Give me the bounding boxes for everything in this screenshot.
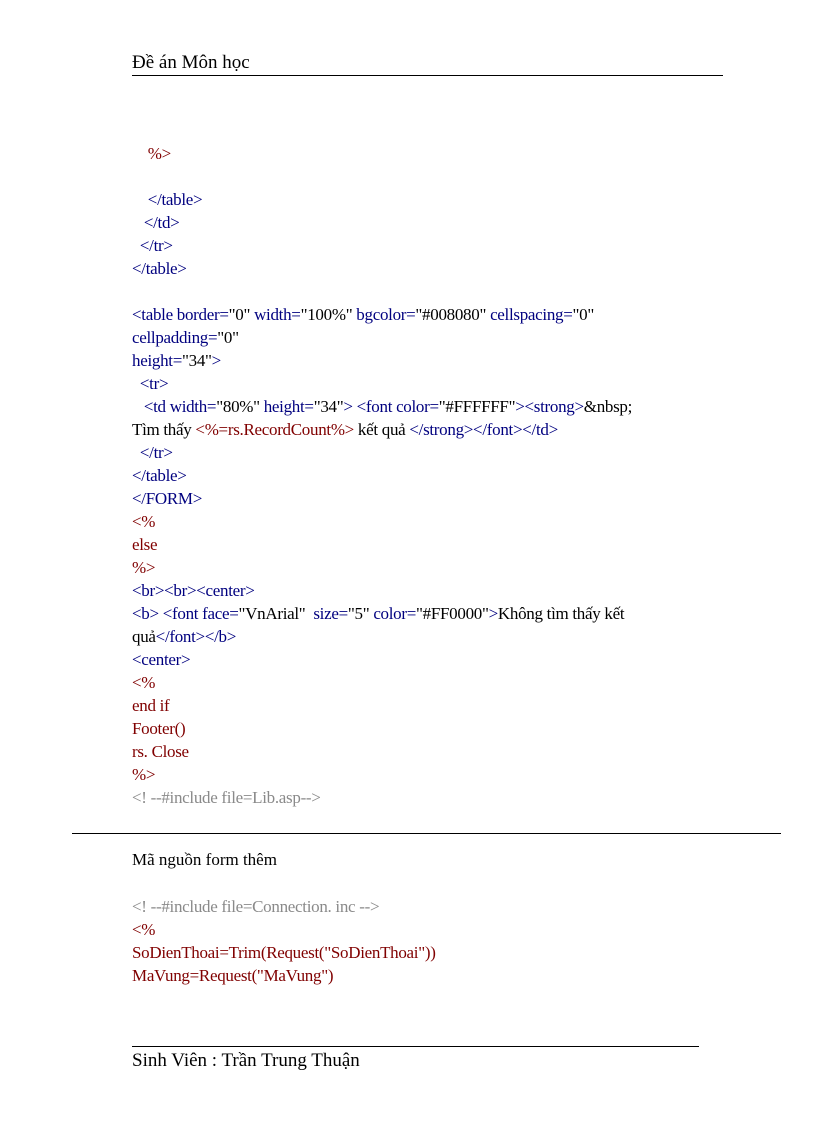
code-line [132, 717, 732, 740]
code-token: "0" [228, 305, 255, 324]
code-token: ><strong> [515, 397, 584, 416]
code-line [132, 510, 732, 533]
code-line [132, 941, 436, 964]
code-line [132, 556, 732, 579]
code-token: %> [132, 558, 156, 577]
code-token: <% [132, 512, 156, 531]
code-token: <table border= [132, 305, 229, 324]
code-token: "5" [347, 604, 374, 623]
code-token: quả [132, 627, 156, 646]
code-token: <center> [132, 650, 191, 669]
code-token: "34" [181, 351, 212, 370]
code-line [132, 372, 732, 395]
code-token: <td width= [132, 397, 217, 416]
code-token: SoDienThoai=Trim(Request("SoDienThoai")) [132, 943, 436, 962]
code-line [132, 671, 732, 694]
code-token: "0" [217, 328, 239, 347]
section-title: Mã nguồn form thêm [132, 850, 277, 869]
code-token: Footer() [132, 719, 186, 738]
code-token: bgcolor= [356, 305, 416, 324]
code-token: </table> [132, 190, 203, 209]
code-token: > [488, 604, 498, 623]
code-token: kết quả [353, 420, 410, 439]
code-line [132, 625, 732, 648]
code-token: <b> <font face= [132, 604, 239, 623]
code-line [132, 395, 732, 418]
code-line [132, 487, 732, 510]
code-token: height= [132, 351, 182, 370]
code-line [132, 602, 732, 625]
code-token: </table> [132, 259, 187, 278]
code-token: <tr> [132, 374, 169, 393]
code-token: "#008080" [415, 305, 491, 324]
code-token: "0" [572, 305, 595, 324]
code-token: </tr> [132, 443, 173, 462]
code-line [132, 694, 732, 717]
code-token: "34" [313, 397, 344, 416]
code-token: <% [132, 673, 156, 692]
code-block-1 [132, 142, 732, 809]
code-token: %> [132, 765, 156, 784]
code-line [132, 280, 732, 303]
code-token: MaVung=Request("MaVung") [132, 966, 334, 985]
code-token: color= [373, 604, 417, 623]
code-token: <! --#include file=Connection. inc --> [132, 897, 380, 916]
code-line [132, 234, 732, 257]
code-block-2 [132, 895, 436, 987]
code-line [132, 786, 732, 809]
code-token: > <font color= [343, 397, 439, 416]
code-token: <! --#include file=Lib.asp--> [132, 788, 321, 807]
code-token: Tìm thấy [132, 420, 196, 439]
code-token: "#FFFFFF" [438, 397, 516, 416]
code-token: </font></b> [155, 627, 237, 646]
code-token: "100%" [300, 305, 357, 324]
footer-rule [132, 1046, 699, 1047]
code-token: </td> [132, 213, 180, 232]
code-token: Không tìm thấy kết [497, 604, 625, 623]
code-line [132, 303, 732, 326]
code-token: <% [132, 920, 156, 939]
code-line [132, 349, 732, 372]
code-line [132, 211, 732, 234]
code-line [132, 648, 732, 671]
code-line [132, 188, 732, 211]
code-line [132, 895, 436, 918]
code-token: cellspacing= [490, 305, 573, 324]
code-line [132, 142, 732, 165]
code-token: "#FF0000" [416, 604, 489, 623]
code-line [132, 964, 436, 987]
code-token: end if [132, 696, 170, 715]
code-token: <br><br><center> [132, 581, 255, 600]
code-token: <%=rs.RecordCount%> [195, 420, 354, 439]
code-line [132, 165, 732, 188]
code-line [132, 533, 732, 556]
code-token: "80%" [216, 397, 264, 416]
code-token: cellpadding= [132, 328, 218, 347]
code-line [132, 579, 732, 602]
code-token: else [132, 535, 158, 554]
code-token: width= [254, 305, 301, 324]
code-line [132, 257, 732, 280]
code-line [132, 441, 732, 464]
footer-author: Sinh Viên : Trần Trung Thuận [132, 1050, 360, 1071]
code-token: > [211, 351, 221, 370]
code-token: %> [132, 144, 171, 163]
code-token: </table> [132, 466, 187, 485]
code-token: </strong></font></td> [409, 420, 558, 439]
code-token: rs. Close [132, 742, 189, 761]
code-line [132, 763, 732, 786]
header-title: Đề án Môn học [132, 52, 250, 73]
code-line [132, 918, 436, 941]
section-divider [72, 833, 781, 834]
code-token: "VnArial" [238, 604, 314, 623]
code-token: &nbsp; [583, 397, 633, 416]
code-line [132, 326, 732, 349]
code-line [132, 418, 732, 441]
header-rule [132, 75, 723, 76]
code-token: height= [263, 397, 314, 416]
code-token: </tr> [132, 236, 173, 255]
code-token: size= [313, 604, 348, 623]
code-line [132, 740, 732, 763]
code-token: </FORM> [132, 489, 202, 508]
code-line [132, 464, 732, 487]
